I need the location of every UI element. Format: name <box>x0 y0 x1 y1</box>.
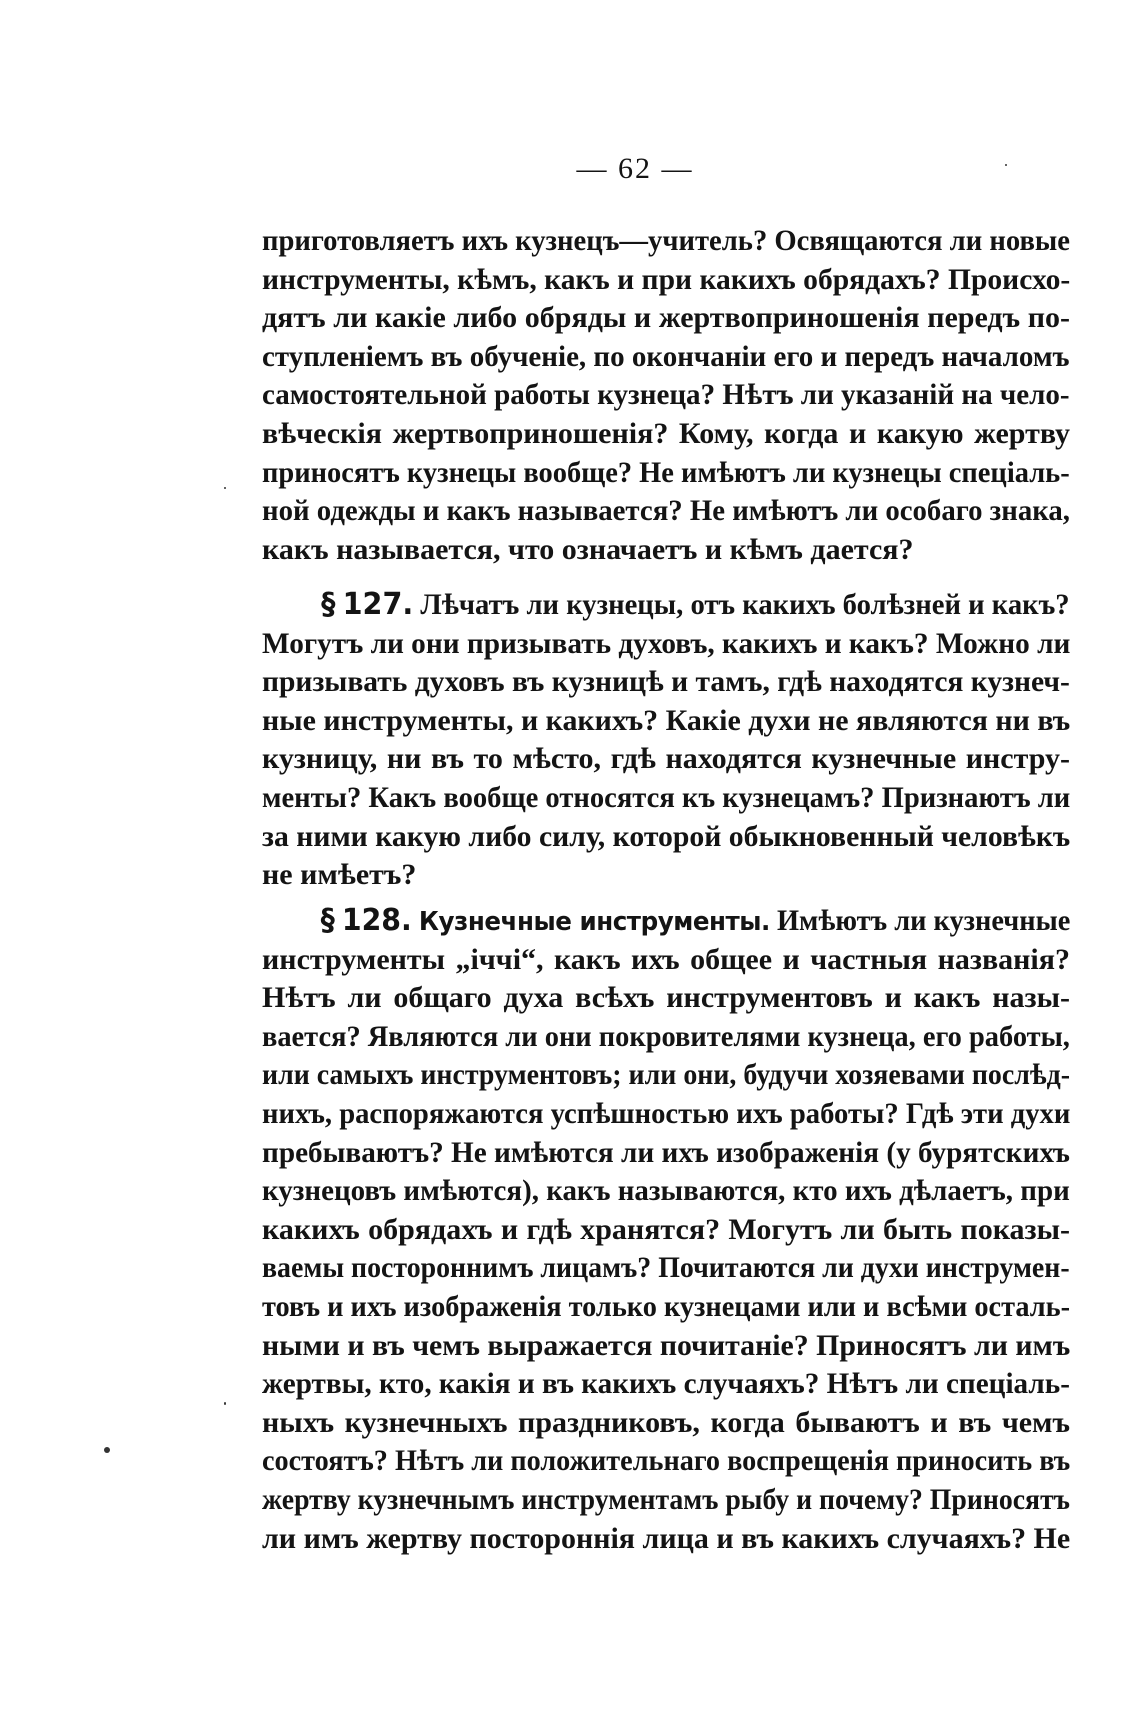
text-line: состоятъ? Нѣтъ ли положительнаго воспрещенія приносить въ <box>262 1444 1071 1478</box>
text-line: ные инструменты, и какихъ? Какіе духи не являются ни въ <box>262 703 1071 737</box>
scan-speck <box>224 1402 226 1405</box>
text-line: жертвы, кто, какія и въ какихъ случаяхъ? Нѣтъ ли спеціаль- <box>262 1367 1070 1401</box>
text-line: жертву кузнечнымъ инструментамъ рыбу и почему? Приносятъ <box>262 1482 1070 1516</box>
text-line: кузнецовъ имѣются), какъ называются, кто ихъ дѣлаетъ, при <box>262 1174 1070 1208</box>
section-128-paragraph <box>262 902 1070 1558</box>
text-line: приносятъ кузнецы вообще? Не имѣютъ ли кузнецы спеціаль- <box>262 455 1070 489</box>
text-line: ваемы постороннимъ лицамъ? Почитаются ли духи инструмен- <box>262 1251 1070 1285</box>
text-line: дятъ ли какіе либо обряды и жертвоприношенія передъ по- <box>262 301 1070 335</box>
text-line: какъ называется, что означаетъ и кѣмъ дается? <box>262 532 914 566</box>
scan-speck <box>1005 164 1007 166</box>
text-line: ной одежды и какъ называется? Не имѣютъ ли особаго знака, <box>262 494 1070 528</box>
text-line: за ними какую либо силу, которой обыкновенный человѣкъ <box>262 819 1071 853</box>
text-line: менты? Какъ вообще относятся къ кузнецамъ? Признаютъ ли <box>262 780 1071 814</box>
page-number-header: — 62 — <box>576 152 694 185</box>
text-line: кузницу, ни въ то мѣсто, гдѣ находятся кузнечные инстру- <box>262 742 1070 776</box>
text-line: какихъ обрядахъ и гдѣ хранятся? Могутъ ли быть показы- <box>262 1212 1070 1246</box>
section-127-paragraph <box>262 586 1070 895</box>
text-line: Нѣтъ ли общаго духа всѣхъ инструментовъ и какъ назы- <box>262 981 1070 1015</box>
text-line: самостоятельной работы кузнеца? Нѣтъ ли указаній на чело- <box>262 378 1070 412</box>
text-line: ными и въ чемъ выражается почитаніе? Приносятъ ли имъ <box>262 1328 1071 1362</box>
section-sign: § <box>320 903 335 938</box>
section-number: 127. <box>342 587 414 622</box>
text-line: Могутъ ли они призывать духовъ, какихъ и какъ? Можно ли <box>262 626 1071 660</box>
text-line: вается? Являются ли они покровителями кузнеца, его работы, <box>262 1019 1070 1053</box>
text-line: пребываютъ? Не имѣются ли ихъ изображенія (у бурятскихъ <box>262 1135 1070 1169</box>
section-number: 128. <box>341 903 412 938</box>
text-line: товъ и ихъ изображенія только кузнецами или и всѣми осталь- <box>262 1289 1071 1323</box>
text-line <box>262 586 1070 625</box>
text-line: ли имъ жертву постороннія лица и въ какихъ случаяхъ? Не <box>262 1521 1071 1555</box>
scan-speck <box>104 1447 110 1453</box>
paragraph-continuation <box>262 222 1070 569</box>
text-line: инструменты, кѣмъ, какъ и при какихъ обрядахъ? Происхо- <box>262 262 1071 296</box>
section-first-line-text: Лѣчатъ ли кузнецы, отъ какихъ болѣзней и какъ? <box>420 588 1070 621</box>
section-title: Кузнечные инструменты. <box>418 907 770 937</box>
section-sign: § <box>321 587 336 622</box>
text-line: ступленіемъ въ обученіе, по окончаніи его и передъ началомъ <box>262 339 1070 373</box>
section-first-line-text: Имѣютъ ли кузнечные <box>777 904 1071 937</box>
text-line: ныхъ кузнечныхъ праздниковъ, когда бываютъ и въ чемъ <box>262 1405 1070 1439</box>
text-line: не имѣетъ? <box>262 858 417 892</box>
text-line: или самыхъ инструментовъ; или они, будучи хозяевами послѣд- <box>262 1058 1071 1092</box>
text-line: вѣческія жертвоприношенія? Кому, когда и какую жертву <box>262 416 1070 450</box>
text-line: приготовляетъ ихъ кузнецъ—учитель? Освящаются ли новые <box>262 224 1070 257</box>
text-line: инструменты „іччі“, какъ ихъ общее и частныя названія? <box>262 942 1070 976</box>
text-line <box>262 902 1071 941</box>
scan-speck <box>224 487 226 489</box>
text-line: призывать духовъ въ кузницѣ и тамъ, гдѣ находятся кузнеч- <box>262 665 1070 699</box>
text-line: нихъ, распоряжаются успѣшностью ихъ работы? Гдѣ эти духи <box>262 1096 1071 1130</box>
